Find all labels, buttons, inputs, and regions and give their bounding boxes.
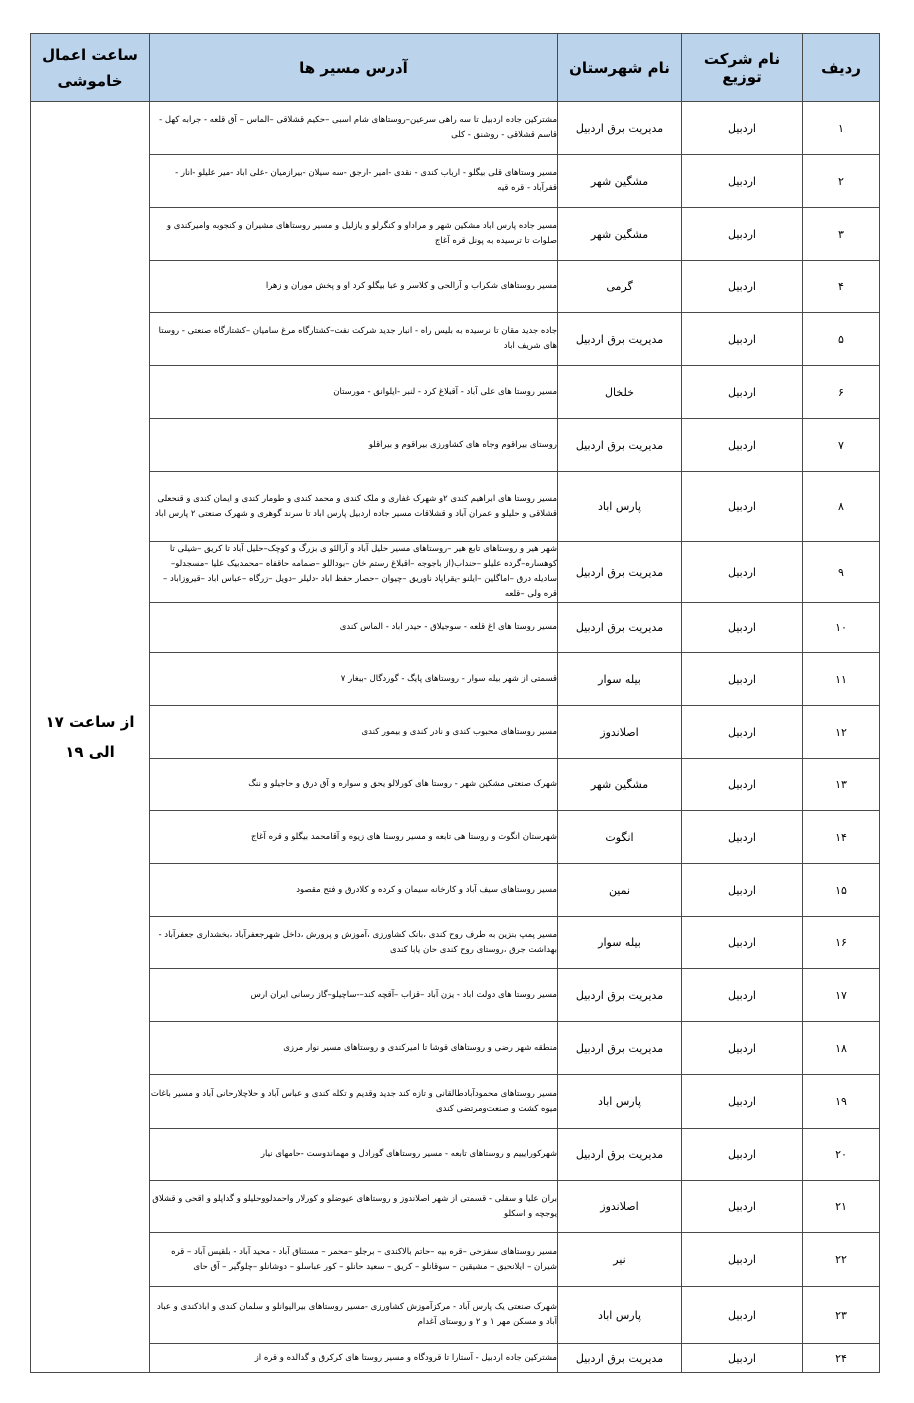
table-row: [31, 1181, 880, 1233]
header-address: آدرس مسیر ها: [150, 34, 558, 102]
header-company: نام شرکت توزیع: [682, 34, 803, 102]
city-cell: اصلاندوز: [558, 1181, 682, 1233]
company-cell: اردبیل: [682, 759, 803, 811]
table-row: [31, 653, 880, 706]
row-number-cell: ۸: [803, 472, 880, 542]
company-cell: اردبیل: [682, 419, 803, 472]
row-number-cell: ۱۲: [803, 706, 880, 759]
row-number-cell: ۹: [803, 542, 880, 603]
address-cell: قسمتی از شهر بیله سوار - روستاهای پایگ - گوردگال -ببغار ۷: [150, 653, 558, 706]
table-row: [31, 969, 880, 1022]
row-number-cell: ۱۶: [803, 917, 880, 969]
company-cell: اردبیل: [682, 155, 803, 208]
city-cell: مدیریت برق اردبیل: [558, 1022, 682, 1075]
city-cell: نمین: [558, 864, 682, 917]
row-number-cell: ۵: [803, 313, 880, 366]
address-cell: شهرک صنعتی یک پارس آباد - مرکزآموزش کشاورزی -مسیر روستاهای بیرالیوانلو و سلمان کندی و اباذکندی و عباد آباد و مسکن مهر ۱ و ۲ و روستای آغدام: [150, 1287, 558, 1344]
company-cell: اردبیل: [682, 366, 803, 419]
address-cell: مسیر روستاهای شکراب و آرالحی و کلاسر و عبا بیگلو کرد او و پخش موران و زهرا: [150, 261, 558, 313]
outage-schedule-table: [30, 33, 880, 1373]
address-cell: بران علیا و سفلی - قسمتی از شهر اصلاندوز و روستاهای عیوضلو و کورلار واحمدلووحلیلو و گداپلو و اقحی و قشلاق یوجچه و اسکلو: [150, 1181, 558, 1233]
table-row: [31, 1287, 880, 1344]
city-cell: نیر: [558, 1233, 682, 1287]
address-cell: مشترکین جاده اردبیل تا سه راهی سرعین–روستاهای شام اسبی –حکیم قشلاقی –الماس – آق قلعه - جرابه کهل - قاسم قشلاقی - روشنق - کلی: [150, 102, 558, 155]
address-cell: شهرک صنعتی مشکین شهر - روستا های کورلالو یحق و سواره و آق درق و حاجیلو و ننگ: [150, 759, 558, 811]
row-number-cell: ۲۰: [803, 1129, 880, 1181]
row-number-cell: ۱۱: [803, 653, 880, 706]
city-cell: مشگین شهر: [558, 759, 682, 811]
table-row: [31, 917, 880, 969]
address-cell: شهر هیر و روستاهای تابع هیر –روستاهای مسیر حلیل آباد و آرالئو ی بزرگ و کوچک–حلیل آباد تا کریق –شیلی تا کوهساره–گرده علیلو –حنداب(از باجوجه –اقبلاغ رستم خان –بوداللو –صمامه حاقفاه –محمدبیک علیا –مسجدلو–سادیله درق –اماگلین –ایلنو -یقراپاد ناوریق –چیوان –حصار حفظ اباد -دلیلر –دویل –زرگاه –عباس اباد –قیروزاباد –قره ولی –قلعه: [150, 542, 558, 603]
outage-time-line2: الی ۱۹: [65, 743, 115, 761]
row-number-cell: ۱۰: [803, 603, 880, 653]
company-cell: اردبیل: [682, 472, 803, 542]
table-row: [31, 261, 880, 313]
outage-time-line1: از ساعت ۱۷: [45, 713, 135, 731]
company-cell: اردبیل: [682, 1233, 803, 1287]
city-cell: پارس اباد: [558, 1075, 682, 1129]
row-number-cell: ۶: [803, 366, 880, 419]
header-time-line2: خاموشی: [57, 71, 123, 90]
table-row: [31, 1129, 880, 1181]
city-cell: مدیریت برق اردبیل: [558, 1344, 682, 1373]
company-cell: اردبیل: [682, 208, 803, 261]
address-cell: مسیر روستا های ابراهیم کندی ۲و شهرک غفاری و ملک کندی و محمد کندی و طومار کندی و ایمان کندی و قنحعلی قشلاقی و حلیلو و عمران آباد و قشلاقات مسیر جاده اردبیل پارس اباد تا سرند گوهری و شهرک صنعتی ۲ پارس اباد: [150, 472, 558, 542]
company-cell: اردبیل: [682, 969, 803, 1022]
header-time-line1: ساعت اعمال: [42, 45, 138, 64]
city-cell: بیله سوار: [558, 653, 682, 706]
address-cell: شهرستان انگوت و روستا هی تابعه و مسیر روستا های زیوه و آقامحمد بیگلو و قره آغاج: [150, 811, 558, 864]
row-number-cell: ۴: [803, 261, 880, 313]
table-row: [31, 102, 880, 155]
address-cell: روستای بیراقوم وجاه های کشاورزی بیراقوم و بیراقلو: [150, 419, 558, 472]
company-cell: اردبیل: [682, 653, 803, 706]
city-cell: بیله سوار: [558, 917, 682, 969]
address-cell: منطقه شهر رضی و روستاهای قوشا تا امیرکندی و روستاهای مسیر نوار مرزی: [150, 1022, 558, 1075]
row-number-cell: ۷: [803, 419, 880, 472]
city-cell: مدیریت برق اردبیل: [558, 313, 682, 366]
company-cell: اردبیل: [682, 603, 803, 653]
city-cell: مدیریت برق اردبیل: [558, 1129, 682, 1181]
header-row-number: ردیف: [803, 34, 880, 102]
city-cell: مدیریت برق اردبیل: [558, 542, 682, 603]
city-cell: مدیریت برق اردبیل: [558, 969, 682, 1022]
table-row: [31, 208, 880, 261]
address-cell: مشترکین جاده اردبیل - آستارا تا قرودگاه و مسیر روستا های کرکرق و گدالده و قره از: [150, 1344, 558, 1373]
city-cell: مدیریت برق اردبیل: [558, 603, 682, 653]
company-cell: اردبیل: [682, 1344, 803, 1373]
table-row: [31, 472, 880, 542]
row-number-cell: ۱۹: [803, 1075, 880, 1129]
address-cell: مسیر روستا های علی آباد - آقبلاغ کرد - لنبر -ایلوانق - مورستان: [150, 366, 558, 419]
city-cell: مدیریت برق اردبیل: [558, 419, 682, 472]
address-cell: جاده جدید مقان تا نرسیده به بلیس راه - انبار جدید شرکت نفت–کشتارگاه مرغ سامیان –کشتارگاه صنعتی - روستا های شریف اباد: [150, 313, 558, 366]
city-cell: مشگین شهر: [558, 155, 682, 208]
company-cell: اردبیل: [682, 1181, 803, 1233]
table-row: [31, 864, 880, 917]
city-cell: خلخال: [558, 366, 682, 419]
row-number-cell: ۲۲: [803, 1233, 880, 1287]
city-cell: مدیریت برق اردبیل: [558, 102, 682, 155]
company-cell: اردبیل: [682, 1022, 803, 1075]
table-row: [31, 1233, 880, 1287]
address-cell: مسیر وستاهای قلی بیگلو - ارباب کندی - نقدی -امیر -ارجق -سه سیلان -بیرازمیان -علی اباد -میر علیلو -انار - قفرآباد - قره قیه: [150, 155, 558, 208]
company-cell: اردبیل: [682, 1075, 803, 1129]
address-cell: مسیر روستا های دولت اباد - یزن آباد –قزاب –آقچه کند–-ساچیلو–گاز رسانی ایران ارس: [150, 969, 558, 1022]
row-number-cell: ۱۸: [803, 1022, 880, 1075]
row-number-cell: ۱۳: [803, 759, 880, 811]
address-cell: مسیر جاده پارس اباد مشکین شهر و مراداو و کنگرلو و یازلیل و مسیر روستاهای مشیران و کنجوبه وامیرکندی و صلوات تا ترسیده به پونل قره آغاج: [150, 208, 558, 261]
city-cell: پارس اباد: [558, 472, 682, 542]
row-number-cell: ۱۷: [803, 969, 880, 1022]
table-body: [31, 102, 880, 1373]
address-cell: مسیر روستاهای محمودآباد‌طالقانی و تازه کند جدید وقدیم و تکله کندی و عباس آباد و حلاچلار‌حانی آباد و مسیر باغات میوه کشت و صنعت‌ومرتضی کندی: [150, 1075, 558, 1129]
city-cell: پارس اباد: [558, 1287, 682, 1344]
company-cell: اردبیل: [682, 313, 803, 366]
outage-time-cell: [31, 102, 150, 1373]
row-number-cell: ۱۴: [803, 811, 880, 864]
table-row: [31, 759, 880, 811]
row-number-cell: ۳: [803, 208, 880, 261]
row-number-cell: ۲: [803, 155, 880, 208]
company-cell: اردبیل: [682, 811, 803, 864]
header-outage-time: [31, 34, 150, 102]
company-cell: اردبیل: [682, 261, 803, 313]
city-cell: اصلاندوز: [558, 706, 682, 759]
row-number-cell: ۲۱: [803, 1181, 880, 1233]
table-row: [31, 706, 880, 759]
address-cell: مسیر روستاهای سفزحی –قره بیه –حاتم بالاکندی – برجلو –محمر – مستناق آباد - محید آباد - بلقیس آباد – قره شیران – ایلانحیق – مشیقین – سوقانلو – کریق – سعید حانلو – کور عباسلو – دوشانلو –چلوگیر – آق حای: [150, 1233, 558, 1287]
table-row: [31, 313, 880, 366]
company-cell: اردبیل: [682, 706, 803, 759]
company-cell: اردبیل: [682, 864, 803, 917]
address-cell: مسیر روستاهای سیف آباد و کارخانه سیمان و کرده و کلادرق و فتح مقصود: [150, 864, 558, 917]
table-row: [31, 811, 880, 864]
header-city: نام شهرستان: [558, 34, 682, 102]
table-row: [31, 1022, 880, 1075]
table-row: [31, 1344, 880, 1373]
table-row: [31, 155, 880, 208]
table-row: [31, 542, 880, 603]
company-cell: اردبیل: [682, 1287, 803, 1344]
address-cell: شهرکورایییم و روستاهای تابعه - مسیر روستاهای گورادل و مهماندوست -حامهای نیار: [150, 1129, 558, 1181]
city-cell: مشگین شهر: [558, 208, 682, 261]
city-cell: گرمی: [558, 261, 682, 313]
row-number-cell: ۱: [803, 102, 880, 155]
row-number-cell: ۱۵: [803, 864, 880, 917]
table-row: [31, 1075, 880, 1129]
address-cell: مسیر روستا های اغ قلعه - سوجیلاق - حیدر اباد - الماس کندی: [150, 603, 558, 653]
table-row: [31, 366, 880, 419]
row-number-cell: ۲۴: [803, 1344, 880, 1373]
row-number-cell: ۲۳: [803, 1287, 880, 1344]
table-row: [31, 603, 880, 653]
address-cell: مسیر پمپ بنزین به طرف روح کندی ،بانک کشاورزی ،آموزش و پرورش ،داخل شهرجعفرآباد ،بخشداری جعفرآباد - بهداشت جرق ،روستای روح کندی حان یابا کندی: [150, 917, 558, 969]
table-row: [31, 419, 880, 472]
company-cell: اردبیل: [682, 917, 803, 969]
address-cell: مسیر روستاهای محبوب کندی و نادر کندی و بیمور کندی: [150, 706, 558, 759]
header-row: [31, 34, 880, 102]
company-cell: اردبیل: [682, 102, 803, 155]
city-cell: انگوت: [558, 811, 682, 864]
company-cell: اردبیل: [682, 542, 803, 603]
company-cell: اردبیل: [682, 1129, 803, 1181]
